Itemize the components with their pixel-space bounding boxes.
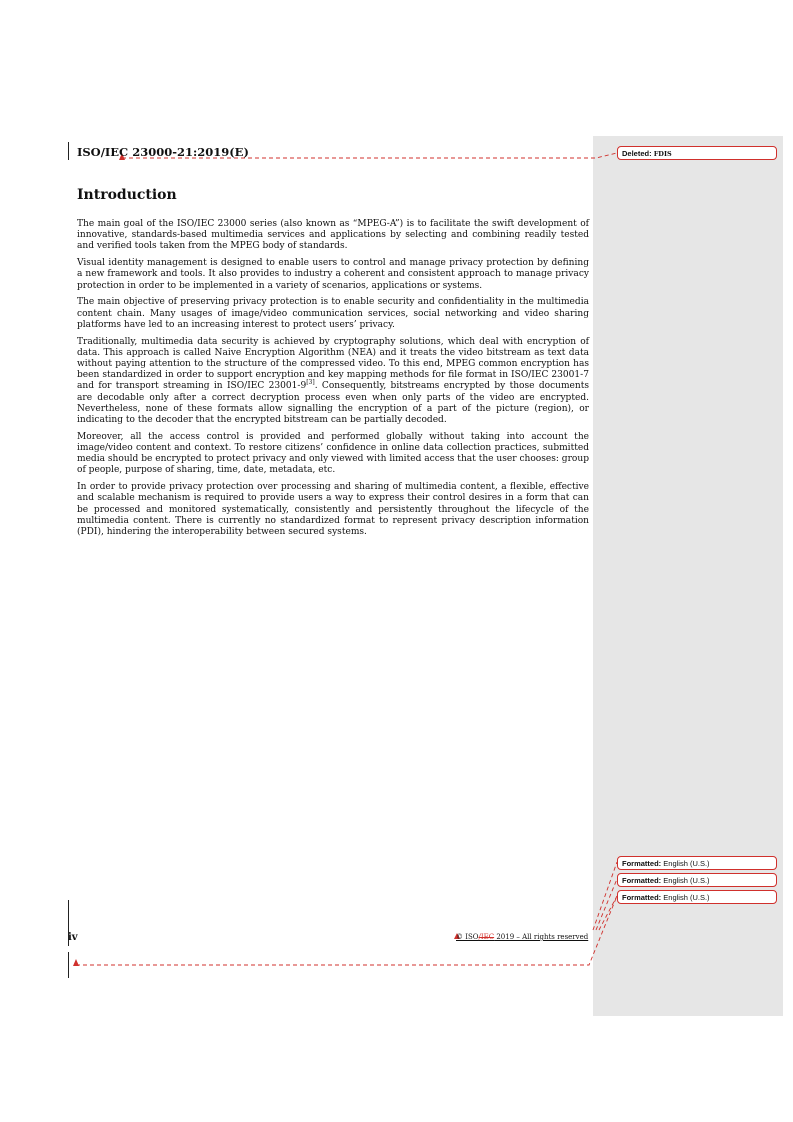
copyright-post: 2019 – All rights reserved	[494, 933, 589, 941]
body-text	[77, 219, 589, 544]
footer-marker	[73, 959, 79, 966]
formatted-label: Formatted:	[622, 893, 662, 902]
formatted-label: Formatted:	[622, 859, 662, 868]
copyright-pre: © ISO	[456, 933, 479, 941]
page-number: iv	[68, 932, 78, 943]
paragraph-3: The main objective of preserving privacy protection is to enable security and confidentiality in the multimedia content chain. Many usages of image/video communication services, social networking and video sharing platforms have led to an increasing interest to protect users’ privacy.	[77, 297, 589, 330]
paragraph-6: In order to provide privacy protection over processing and sharing of multimedia content, a flexible, effective and scalable mechanism is required to provide users a way to express their control desires in a form that can be processed and monitored systematically, consistently and persistently throughout the lifecycle of the multimedia content. There is currently no standardized format to represent privacy description information (PDI), hindering the interoperability between secured systems.	[77, 482, 589, 538]
paragraph-4	[77, 337, 589, 427]
paragraph-5: Moreover, all the access control is provided and performed globally without taking into account the image/video content and context. To restore citizens’ confidence in online data collection practices, submitted media should be encrypted to protect privacy and only viewed with limited access that the user chooses: group of people, purpose of sharing, time, date, metadata, etc.	[77, 431, 589, 476]
paragraph-1: The main goal of the ISO/IEC 23000 series (also known as “MPEG-A”) is to facilitate the swift development of innovative, standards-based multimedia services and applications by selecting and combining readily tested and verified tools taken from the MPEG body of standards.	[77, 219, 589, 252]
running-header: ISO/IEC 23000-21:2019(E)	[77, 145, 249, 159]
formatted-link-line-2	[596, 879, 617, 930]
paragraph-2: Visual identity management is designed to enable users to control and manage privacy protection by defining a new framework and tools. It also provides to industry a coherent and consistent approach to manage privacy protection in order to be implemented in a variety of scenarios, applications or systems.	[77, 258, 589, 291]
formatted-comment-balloon-1[interactable]	[617, 856, 777, 870]
formatted-value: English (U.S.)	[663, 859, 710, 868]
formatted-link-line-1	[593, 862, 617, 930]
paragraph-4-part2: . Consequently, bitstreams encrypted by those documents are decodable only after a correct decryption process even when only parts of the video are encrypted. Nevertheless, none of these formats allow signalling the encryption of a part of the picture (region), or indicating to the decoder that the encrypted bitstream can be partially decoded.	[77, 381, 589, 426]
paragraph-4-part1: Traditionally, multimedia data security is achieved by cryptography solutions, which deal with encryption of data. This approach is called Naive Encryption Algorithm (NEA) and it treats the video bitstream as text data without paying attention to the structure of the compressed video. To this end, MPEG common encryption has been standardized in order to support encryption and key mapping methods for file format in ISO/IEC 23001-7 and for transport streaming in ISO/IEC 23001-9	[77, 336, 589, 392]
deleted-comment-balloon[interactable]	[617, 146, 777, 160]
change-bar	[68, 952, 69, 978]
footer-link-line	[76, 896, 617, 965]
copyright-footer	[456, 933, 588, 941]
citation-ref[interactable]: [3]	[306, 379, 315, 387]
formatted-comment-balloon-3[interactable]	[617, 890, 777, 904]
copyright-deleted-text: /IEC	[478, 933, 495, 941]
formatted-value: English (U.S.)	[663, 893, 710, 902]
deleted-label: Deleted:	[622, 149, 652, 158]
formatted-label: Formatted:	[622, 876, 662, 885]
section-heading: Introduction	[77, 187, 177, 203]
deleted-value: FDIS	[653, 150, 672, 158]
change-bar	[68, 142, 69, 160]
formatted-value: English (U.S.)	[663, 876, 710, 885]
formatted-comment-balloon-2[interactable]	[617, 873, 777, 887]
